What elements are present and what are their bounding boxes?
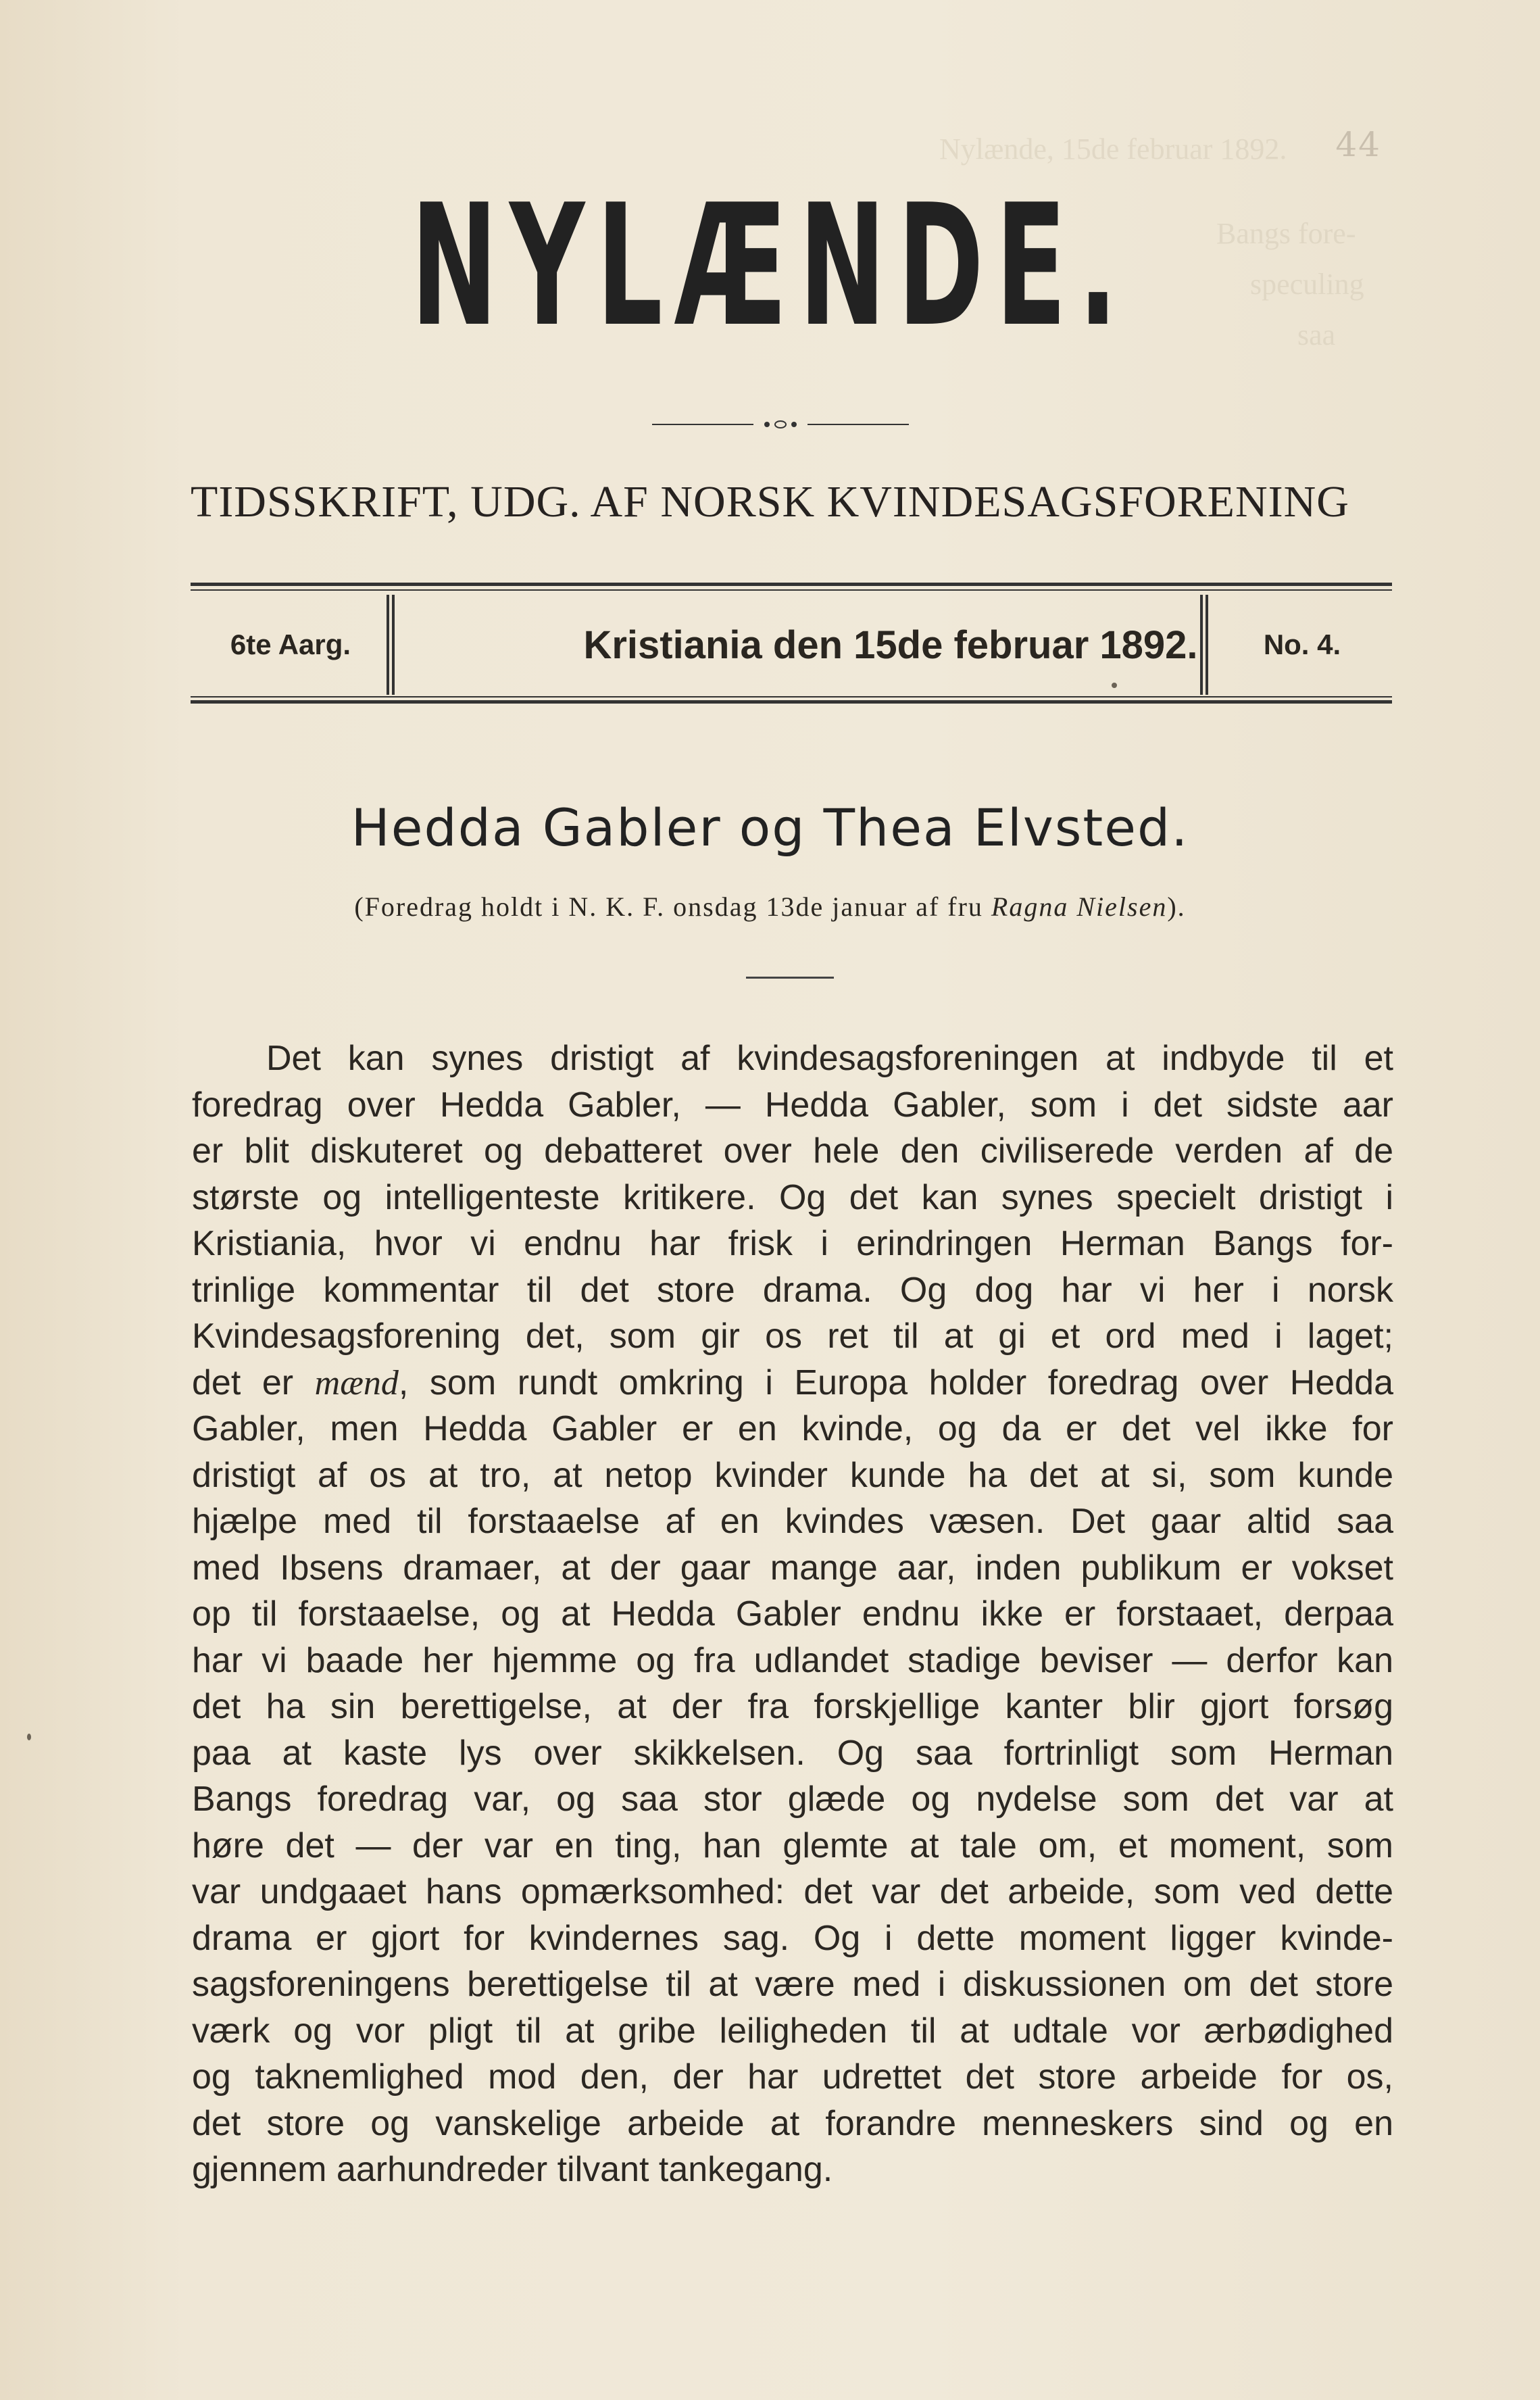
page-number: 44: [1335, 125, 1381, 164]
body-line: gjennem aarhundreder tilvant tankegang.: [192, 2150, 833, 2189]
body-line: det store og vanskelige arbeide at forandre menneskers sind og en: [192, 2103, 1393, 2143]
masthead: [0, 169, 1540, 364]
body-line: op til forstaaelse, og at Hedda Gabler endnu ikke er forstaaet, derpaa: [192, 1594, 1393, 1634]
body-line: det ha sin berettigelse, at der fra forskjellige kanter blir gjort forsøg: [192, 1687, 1393, 1726]
body-line: er blit diskuteret og debatteret over hele den civiliserede verden af de: [192, 1131, 1393, 1171]
body-line: foredrag over Hedda Gabler, — Hedda Gabler, som i det sidste aar: [192, 1085, 1393, 1125]
body-line: drama er gjort for kvindernes sag. Og i dette moment ligger kvinde-: [192, 1918, 1393, 1958]
paper-speck: [1112, 683, 1117, 688]
bleed-through-text: speculing: [1250, 268, 1364, 301]
paper-speck: [27, 1734, 31, 1740]
body-line: Kristiania, hvor vi endnu har frisk i erindringen Herman Bangs for-: [192, 1224, 1393, 1263]
author-name: Ragna Nielsen: [991, 891, 1168, 922]
ornament-divider-icon: [652, 418, 909, 431]
body-line: Det kan synes dristigt af kvindesagsforeningen at indbyde til et: [266, 1039, 1393, 1078]
journal-subtitle: TIDSSKRIFT, UDG. AF NORSK KVINDESAGSFORENING: [191, 477, 1349, 526]
body-line: Kvindesagsforening det, som gir os ret til at gi et ord med i laget;: [192, 1317, 1393, 1356]
body-line: høre det — der var en ting, han glemte at tale om, et moment, som: [192, 1826, 1393, 1865]
bleed-through-text: Nylænde, 15de februar 1892.: [939, 132, 1287, 166]
body-line: paa at kaste lys over skikkelsen. Og saa fortrinligt som Herman: [192, 1733, 1393, 1773]
bottom-rule: [191, 700, 1392, 704]
body-line: største og intelligenteste kritikere. Og det kan synes specielt dristigt i: [192, 1177, 1393, 1217]
body-line: trinlige kommentar til det store drama. Og dog har vi her i norsk: [192, 1270, 1393, 1310]
bleed-through-text: saa: [1297, 318, 1336, 351]
body-line: hjælpe med til forstaaelse af en kvindes væsen. Det gaar altid saa: [192, 1502, 1393, 1541]
article-title: Hedda Gabler og Thea Elvsted.: [351, 798, 1189, 858]
emphasized-word: mænd: [314, 1363, 399, 1402]
body-line: Gabler, men Hedda Gabler er en kvinde, og da er det vel ikke for: [192, 1409, 1393, 1448]
article-byline: (Foredrag holdt i N. K. F. onsdag 13de januar af fru Ragna Nielsen).: [354, 891, 1186, 922]
journal-title: NYLÆNDE.: [410, 169, 1130, 364]
body-line: med Ibsens dramaer, at der gaar mange aar, inden publikum er vokset: [192, 1548, 1393, 1588]
body-line: Bangs foredrag var, og saa stor glæde og nydelse som det var at: [192, 1780, 1393, 1819]
body-line: og taknemlighed mod den, der har udrettet det store arbeide for os,: [192, 2057, 1393, 2097]
top-rule: [191, 583, 1392, 586]
article-body: [192, 1035, 1393, 2193]
body-line: var undgaaet hans opmærksomhed: det var det arbeide, som ved dette: [192, 1872, 1393, 1911]
body-line: har vi baade her hjemme og fra udlandet stadige beviser — derfor kan: [192, 1640, 1393, 1680]
body-line: dristigt af os at tro, at netop kvinder kunde ha det at si, som kunde: [192, 1455, 1393, 1495]
bottom-rule-thin: [191, 696, 1392, 697]
issue-number: No. 4.: [1263, 629, 1341, 660]
volume-label: 6te Aarg.: [230, 629, 351, 660]
section-divider: [746, 977, 834, 979]
body-line: værk og vor pligt til at gribe leiligheden til at udtale vor ærbødighed: [192, 2011, 1393, 2051]
place-date: Kristiania den 15de februar 1892.: [583, 622, 1198, 667]
issue-info-row: [191, 595, 1392, 695]
top-rule-thin: [191, 589, 1392, 591]
body-line: sagsforeningens berettigelse til at være med i diskussionen om det store: [192, 1965, 1393, 2004]
body-line: det er mænd, som rundt omkring i Europa holder foredrag over Hedda: [192, 1363, 1393, 1402]
bleed-through-text: Bangs fore-: [1216, 217, 1356, 250]
